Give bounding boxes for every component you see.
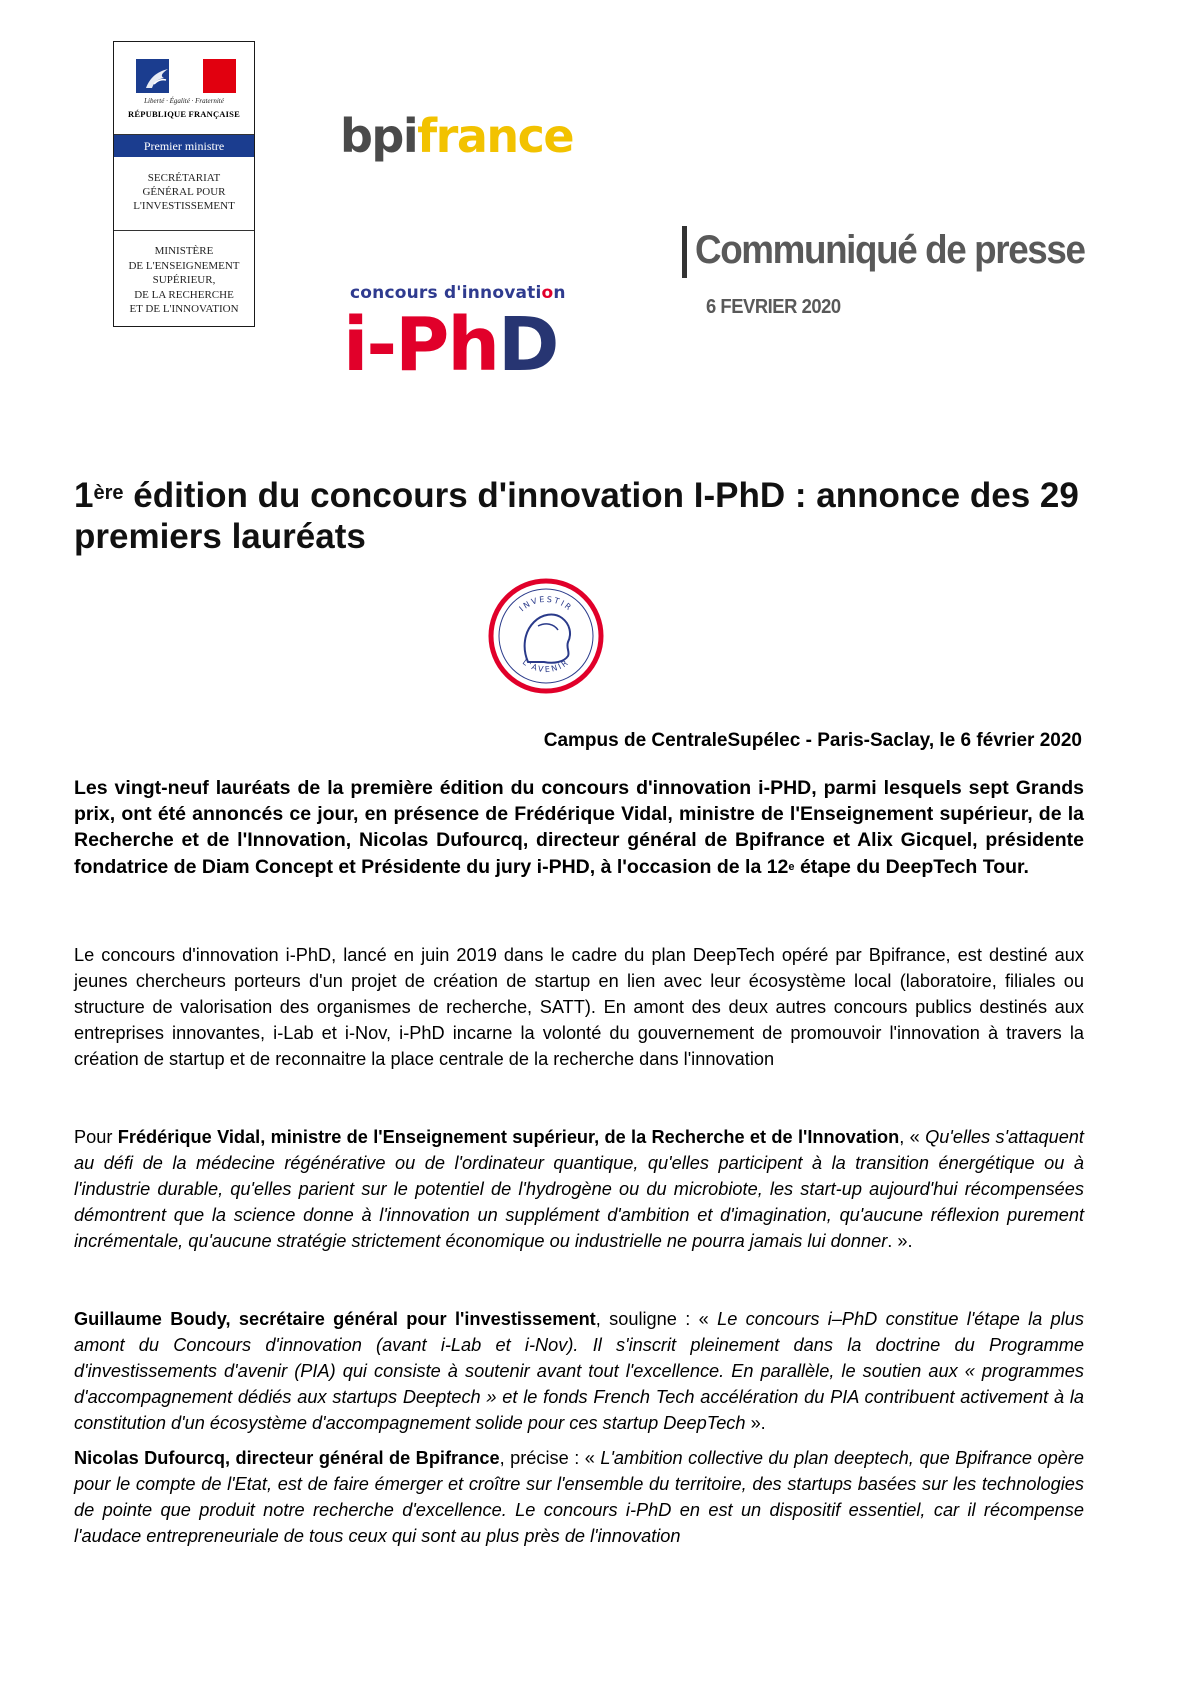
boudy-mid: , souligne : «	[595, 1309, 718, 1329]
government-logo	[113, 41, 255, 327]
dufourcq-mid: , précise : «	[499, 1448, 601, 1468]
boudy-quote: Le concours i–PhD constitue l'étape la plus amont du Concours d'innovation (avant i-Lab et i-Nov). Il s'inscrit pleinement dans la doctrine du Programme d'investissements d'avenir (PIA) qui consiste à soutenir avant tout l'excellence. En parallèle, le soutien aux « programmes d'accompagnement dédiés aux startups Deeptech » et le fonds French Tech accélération du PIA contribuent activement à la constitution d'un écosystème d'accompagnement solide pour ces startup DeepTech	[74, 1309, 1085, 1433]
vidal-mid: , «	[899, 1127, 926, 1147]
vidal-lead: Pour	[74, 1127, 118, 1147]
boudy-name: Guillaume Boudy, secrétaire général pour l'investissement	[74, 1309, 596, 1329]
vidal-name: Frédérique Vidal, ministre de l'Enseignement supérieur, de la Recherche et de l'Innovation	[117, 1127, 900, 1147]
headline	[74, 475, 1094, 557]
motto: Liberté · Égalité · Fraternité	[144, 97, 224, 105]
bpi-text: bpi	[340, 109, 418, 163]
iphd-subtitle-a: concours d'innovati	[350, 283, 542, 303]
republique-francaise-logo	[114, 42, 254, 135]
sgpi-line: SECRÉTARIAT	[147, 172, 221, 184]
mesri-line: MINISTÈRE	[154, 245, 214, 257]
iphd-main-a: i-Ph	[343, 302, 498, 388]
title-bar	[682, 226, 687, 278]
seal-bottom-text: L'AVENIR	[520, 657, 572, 675]
seal-top-text: INVESTIR	[517, 594, 575, 614]
premier-ministre-band: Premier ministre	[114, 135, 254, 157]
mesri-line: DE LA RECHERCHE	[134, 288, 234, 301]
sgpi-label	[114, 157, 254, 231]
headline-num: 1	[74, 476, 94, 515]
sgpi-line: L'INVESTISSEMENT	[133, 200, 235, 212]
flag-red	[203, 59, 236, 93]
intro-paragraph	[74, 775, 1084, 880]
france-text: france	[417, 109, 574, 163]
marianne-icon	[142, 64, 178, 90]
mesri-line: DE L'ENSEIGNEMENT	[128, 259, 240, 272]
dufourcq-quote-paragraph	[74, 1445, 1084, 1549]
boudy-quote-paragraph	[74, 1306, 1084, 1436]
location-date: Campus de CentraleSupélec - Paris-Saclay, le 6 février 2020	[543, 730, 1082, 751]
vidal-quote: Qu'elles s'attaquent au défi de la médecine régénérative ou de l'ordinateur quantique, qu'elles participent à la transition énergétique ou à l'industrie durable, qu'elles parient sur le potentiel de l'hydrogène ou du microbiote, les start-up aujourd'hui récompensées démontrent que la science donne à l'innovation un supplément d'ambition et d'imagination, qu'aucune réflexion purement incrémentale, qu'aucune stratégie strictement économique ou industrielle ne pourra jamais lui donner	[74, 1127, 1084, 1251]
headline-sup: ère	[93, 482, 124, 504]
republique-francaise: RÉPUBLIQUE FRANÇAISE	[128, 109, 240, 119]
boudy-end: ».	[745, 1413, 766, 1433]
vidal-end: . ».	[887, 1231, 913, 1251]
vidal-quote-paragraph	[74, 1124, 1084, 1254]
sgpi-line: GÉNÉRAL POUR	[142, 186, 226, 198]
investir-avenir-seal-icon	[488, 578, 604, 694]
press-release-title: Communiqué de presse	[695, 228, 1085, 272]
intro-sup: e	[788, 860, 795, 873]
iphd-subtitle-c: n	[553, 283, 566, 303]
iphd-logo	[343, 300, 557, 390]
context-paragraph: Le concours d'innovation i-PhD, lancé en juin 2019 dans le cadre du plan DeepTech opéré par Bpifrance, est destiné aux jeunes chercheurs porteurs d'un projet de création de startup en lien avec leur écosystème local (laboratoire, filiales ou structure de valorisation des organismes de recherche, SATT). En amont des deux autres concours publics destinés aux entreprises innovantes, i-Lab et i-Nov, i-PhD incarne la volonté du gouvernement de promouvoir l'innovation à travers la création de startup et de reconnaitre la place centrale de la recherche dans l'innovation	[74, 945, 1084, 1069]
bpifrance-logo	[340, 110, 573, 162]
headline-text: édition du concours d'innovation I-PhD : annonce des 29 premiers lauréats	[74, 476, 1079, 556]
mesri-label	[114, 231, 254, 317]
mesri-line: SUPÉRIEUR,	[152, 274, 216, 287]
press-release-date: 6 FEVRIER 2020	[706, 296, 841, 318]
intro-text-b: étape du DeepTech Tour.	[794, 855, 1029, 878]
dufourcq-name: Nicolas Dufourcq, directeur général de Bpifrance	[74, 1448, 500, 1468]
iphd-main-b: D	[498, 302, 558, 388]
mesri-line: ET DE L'INNOVATION	[129, 303, 239, 316]
intro-text-a: Les vingt-neuf lauréats de la première édition du concours d'innovation i-PHD, parmi lesquels sept Grands prix, ont été annoncés ce jour, en présence de Frédérique Vidal, ministre de l'Enseignement supérieur, de la Recherche et de l'Innovation, Nicolas Dufourcq, directeur général de Bpifrance et Alix Gicquel, présidente fondatrice de Diam Concept et Présidente du jury i-PHD, à l'occasion de la 12	[74, 777, 1084, 878]
iphd-subtitle-b: o	[541, 283, 554, 303]
dufourcq-quote: L'ambition collective du plan deeptech, que Bpifrance opère pour le compte de l'Etat, est de faire émerger et croître sur l'ensemble du territoire, des startups basées sur les technologies de pointe que produit notre recherche d'excellence. Le concours i-PhD en est un dispositif essentiel, car il récompense l'audace entrepreneuriale de tous ceux qui sont au plus près de l'innovation	[74, 1448, 1084, 1546]
